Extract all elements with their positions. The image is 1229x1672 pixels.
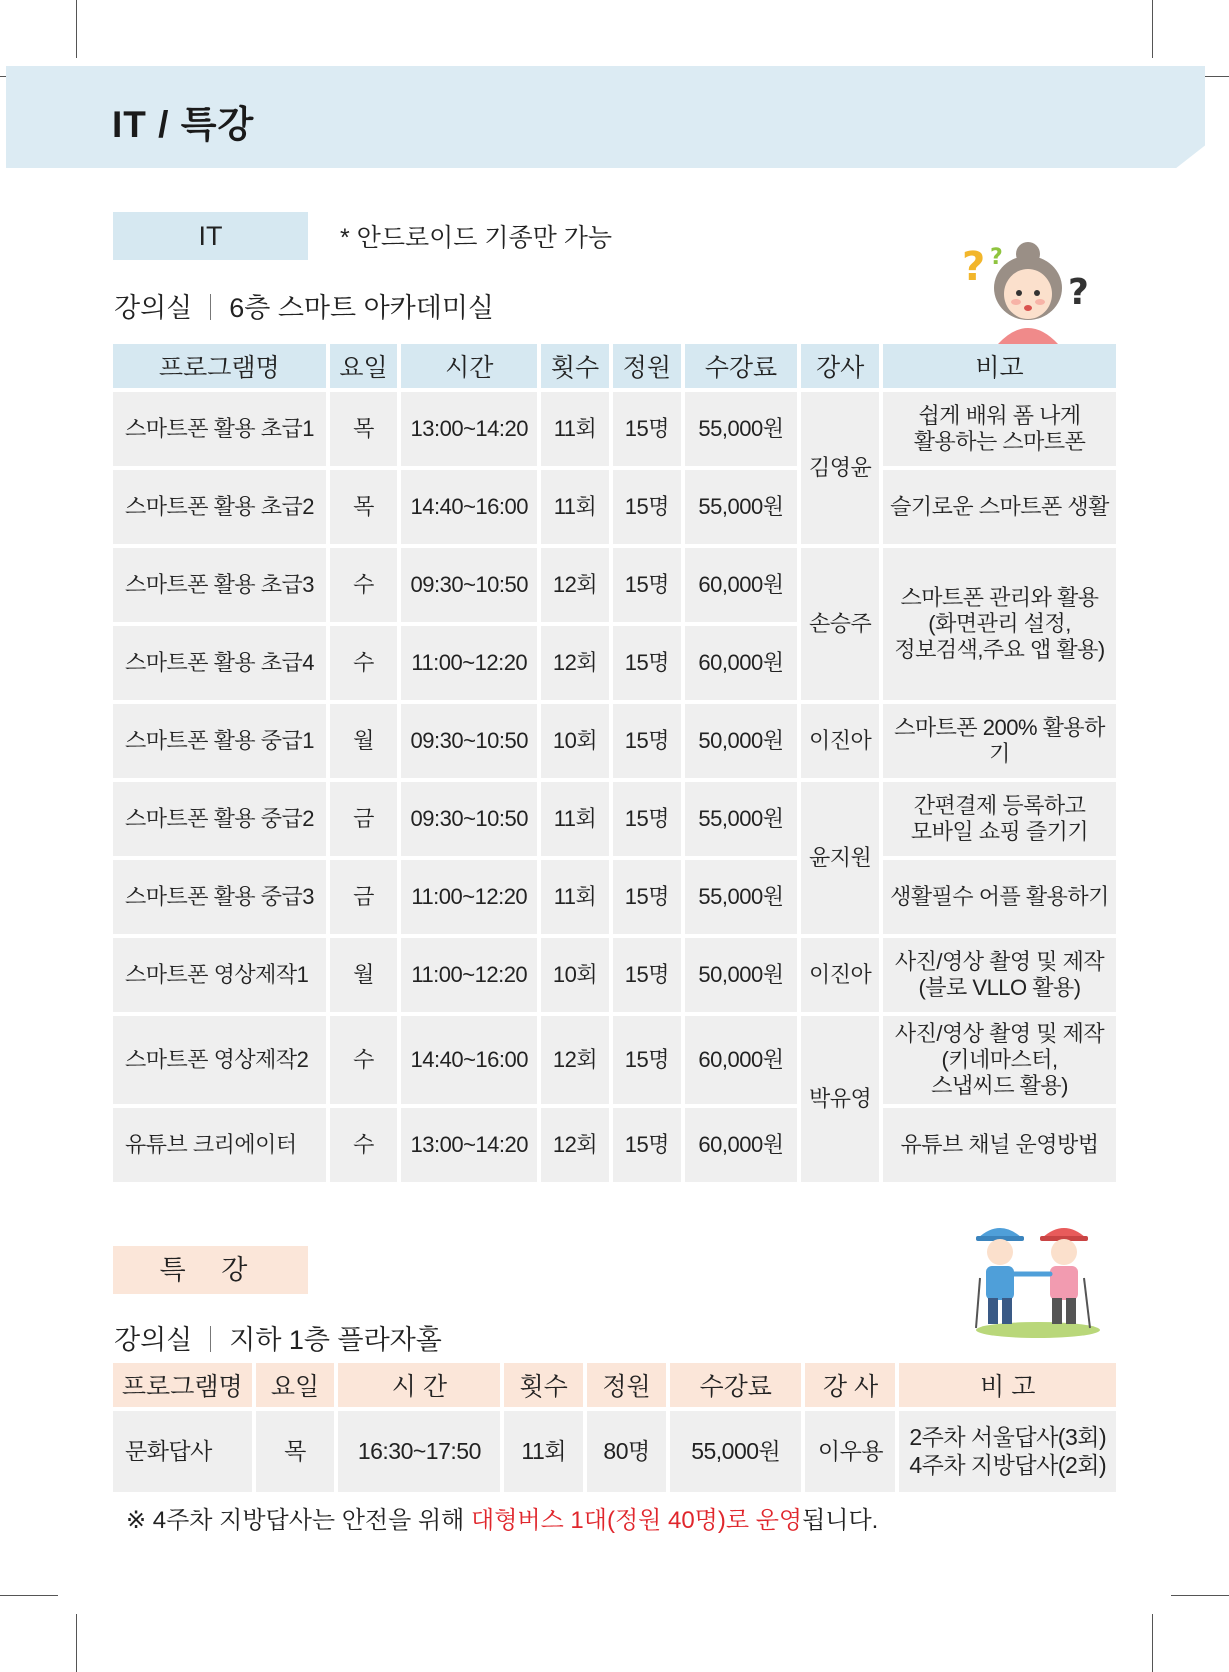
time-cell: 09:30~10:50 (401, 782, 537, 856)
crop-mark (1152, 0, 1153, 58)
note-cell: 사진/영상 촬영 및 제작 (키네마스터, 스냅씨드 활용) (883, 1016, 1116, 1104)
program-name: 문화답사 (113, 1411, 252, 1492)
capacity-cell: 15명 (613, 470, 681, 544)
table-row (113, 860, 1116, 934)
time-cell: 11:00~12:20 (401, 626, 537, 700)
notice-highlight: 대형버스 1대(정원 40명)로 운영 (471, 1507, 803, 1534)
column-header: 횟수 (541, 344, 609, 388)
fee-cell: 50,000원 (685, 938, 797, 1012)
program-name: 유튜브 크리에이터 (113, 1108, 326, 1182)
time-cell: 09:30~10:50 (401, 548, 537, 622)
time-cell: 11:00~12:20 (401, 938, 537, 1012)
count-cell: 12회 (541, 1016, 609, 1104)
capacity-cell: 15명 (613, 860, 681, 934)
day-cell: 목 (330, 392, 398, 466)
instructor-cell: 김영윤 (801, 392, 879, 544)
table-row (113, 938, 1116, 1012)
fee-cell: 55,000원 (685, 782, 797, 856)
capacity-cell: 15명 (613, 626, 681, 700)
day-cell: 월 (330, 704, 398, 778)
column-header: 프로그램명 (113, 344, 326, 388)
fee-cell: 55,000원 (670, 1411, 801, 1492)
instructor-cell: 이우용 (805, 1411, 895, 1492)
program-name: 스마트폰 영상제작1 (113, 938, 326, 1012)
capacity-cell: 15명 (613, 1108, 681, 1182)
note-cell: 생활필수 어플 활용하기 (883, 860, 1116, 934)
program-name: 스마트폰 활용 중급3 (113, 860, 326, 934)
note-cell: 간편결제 등록하고 모바일 쇼핑 즐기기 (883, 782, 1116, 856)
day-cell: 금 (330, 860, 398, 934)
table-row (113, 392, 1116, 466)
capacity-cell: 15명 (613, 704, 681, 778)
bus-notice (126, 1500, 878, 1535)
column-header: 시간 (401, 344, 537, 388)
time-cell: 13:00~14:20 (401, 1108, 537, 1182)
capacity-cell: 15명 (613, 392, 681, 466)
fee-cell: 55,000원 (685, 392, 797, 466)
count-cell: 11회 (504, 1411, 583, 1492)
instructor-cell: 이진아 (801, 938, 879, 1012)
time-cell: 14:40~16:00 (401, 470, 537, 544)
count-cell: 12회 (541, 548, 609, 622)
count-cell: 11회 (541, 392, 609, 466)
time-cell: 09:30~10:50 (401, 704, 537, 778)
column-header: 비 고 (899, 1363, 1116, 1407)
table-row (113, 704, 1116, 778)
fee-cell: 60,000원 (685, 548, 797, 622)
column-header: 프로그램명 (113, 1363, 252, 1407)
page-title: IT / 특강 (112, 104, 255, 145)
confused-grandmother-illustration (958, 238, 1104, 344)
count-cell: 10회 (541, 938, 609, 1012)
crop-mark (1152, 1614, 1153, 1672)
capacity-cell: 80명 (587, 1411, 666, 1492)
time-cell: 11:00~12:20 (401, 860, 537, 934)
count-cell: 11회 (541, 782, 609, 856)
note-cell: 2주차 서울답사(3회) 4주차 지방답사(2회) (899, 1411, 1116, 1492)
table-header-row (113, 344, 1116, 388)
special-room-info (114, 1318, 442, 1357)
column-header: 수강료 (670, 1363, 801, 1407)
capacity-cell: 15명 (613, 782, 681, 856)
day-cell: 월 (330, 938, 398, 1012)
instructor-cell: 박유영 (801, 1016, 879, 1182)
table-row (113, 1016, 1116, 1104)
column-header: 수강료 (685, 344, 797, 388)
count-cell: 12회 (541, 1108, 609, 1182)
program-name: 스마트폰 활용 초급1 (113, 392, 326, 466)
crop-mark (76, 0, 77, 58)
day-cell: 목 (256, 1411, 335, 1492)
fee-cell: 50,000원 (685, 704, 797, 778)
capacity-cell: 15명 (613, 938, 681, 1012)
column-header: 횟수 (504, 1363, 583, 1407)
column-header: 정원 (613, 344, 681, 388)
it-device-note: * 안드로이드 기종만 가능 (340, 224, 613, 252)
room-label: 강의실 (114, 293, 193, 323)
hiking-couple-illustration (972, 1218, 1102, 1338)
count-cell: 12회 (541, 626, 609, 700)
time-cell: 13:00~14:20 (401, 392, 537, 466)
table-row (113, 1411, 1116, 1492)
column-header: 시 간 (338, 1363, 500, 1407)
count-cell: 11회 (541, 470, 609, 544)
day-cell: 수 (330, 1016, 398, 1104)
room-divider (210, 294, 211, 320)
program-name: 스마트폰 활용 초급4 (113, 626, 326, 700)
special-course-table (109, 1359, 1120, 1496)
room-label: 강의실 (114, 1325, 193, 1355)
fee-cell: 55,000원 (685, 860, 797, 934)
room-value: 지하 1층 플라자홀 (229, 1325, 442, 1355)
day-cell: 목 (330, 470, 398, 544)
fee-cell: 60,000원 (685, 626, 797, 700)
note-cell: 유튜브 채널 운영방법 (883, 1108, 1116, 1182)
it-section-tag: IT (113, 212, 308, 260)
note-cell: 슬기로운 스마트폰 생활 (883, 470, 1116, 544)
note-cell: 사진/영상 촬영 및 제작 (블로 VLLO 활용) (883, 938, 1116, 1012)
notice-prefix: ※ 4주차 지방답사는 안전을 위해 (126, 1507, 472, 1534)
day-cell: 수 (330, 1108, 398, 1182)
table-header-row (113, 1363, 1116, 1407)
program-name: 스마트폰 활용 초급3 (113, 548, 326, 622)
special-section-tag: 특 강 (113, 1246, 308, 1294)
program-name: 스마트폰 활용 초급2 (113, 470, 326, 544)
fee-cell: 60,000원 (685, 1108, 797, 1182)
instructor-cell: 윤지원 (801, 782, 879, 934)
room-value: 6층 스마트 아카데미실 (229, 293, 495, 323)
day-cell: 금 (330, 782, 398, 856)
crop-mark (76, 1614, 77, 1672)
it-course-table (109, 340, 1120, 1186)
table-row (113, 470, 1116, 544)
instructor-cell: 손승주 (801, 548, 879, 700)
program-name: 스마트폰 활용 중급2 (113, 782, 326, 856)
fee-cell: 60,000원 (685, 1016, 797, 1104)
capacity-cell: 15명 (613, 548, 681, 622)
svg-text:?: ? (990, 245, 1003, 270)
time-cell: 16:30~17:50 (338, 1411, 500, 1492)
count-cell: 10회 (541, 704, 609, 778)
svg-text:?: ? (962, 244, 986, 290)
table-row (113, 548, 1116, 622)
note-cell: 쉽게 배워 폼 나게 활용하는 스마트폰 (883, 392, 1116, 466)
fee-cell: 55,000원 (685, 470, 797, 544)
day-cell: 수 (330, 548, 398, 622)
column-header: 정원 (587, 1363, 666, 1407)
table-row (113, 782, 1116, 856)
notice-suffix: 됩니다. (802, 1507, 879, 1534)
crop-mark (1171, 1595, 1229, 1596)
column-header: 요일 (256, 1363, 335, 1407)
svg-text:?: ? (1068, 272, 1089, 313)
crop-mark (0, 1595, 58, 1596)
program-name: 스마트폰 영상제작2 (113, 1016, 326, 1104)
program-name: 스마트폰 활용 중급1 (113, 704, 326, 778)
column-header: 강 사 (805, 1363, 895, 1407)
column-header: 요일 (330, 344, 398, 388)
room-divider (210, 1326, 211, 1352)
note-cell: 스마트폰 관리와 활용 (화면관리 설정, 정보검색,주요 앱 활용) (883, 548, 1116, 700)
column-header: 강사 (801, 344, 879, 388)
table-row (113, 1108, 1116, 1182)
time-cell: 14:40~16:00 (401, 1016, 537, 1104)
column-header: 비고 (883, 344, 1116, 388)
count-cell: 11회 (541, 860, 609, 934)
instructor-cell: 이진아 (801, 704, 879, 778)
day-cell: 수 (330, 626, 398, 700)
it-room-info (114, 286, 494, 325)
note-cell: 스마트폰 200% 활용하기 (883, 704, 1116, 778)
capacity-cell: 15명 (613, 1016, 681, 1104)
